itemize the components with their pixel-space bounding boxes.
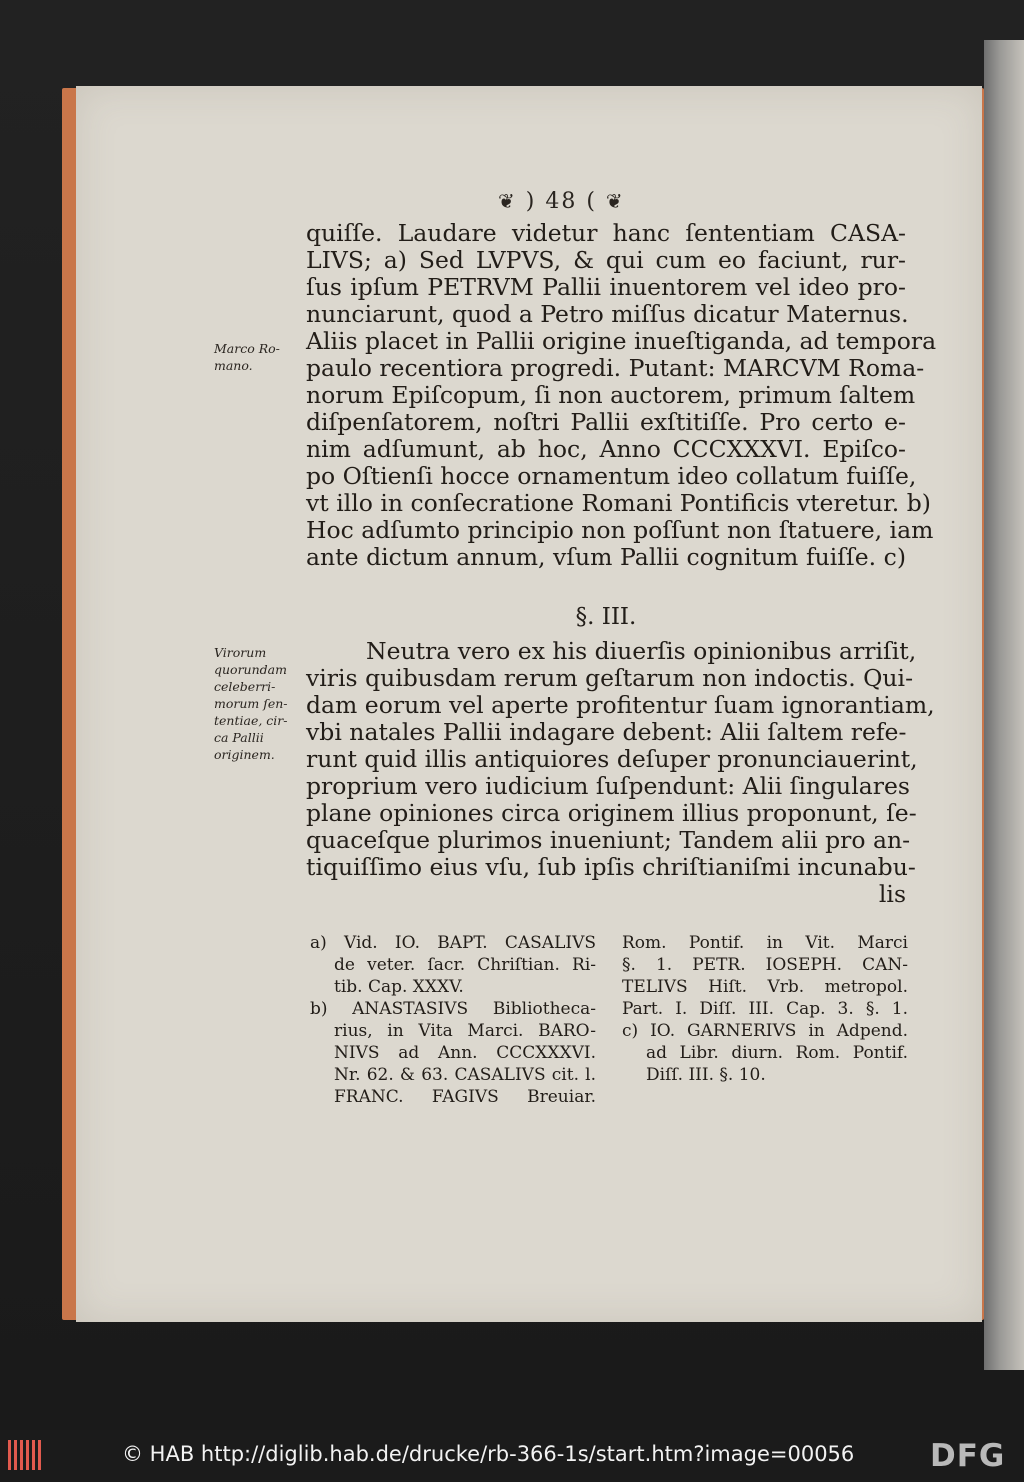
text-line: viris quibusdam rerum geſtarum non indoctis. Qui- xyxy=(306,664,914,692)
text-line: plane opiniones circa originem illius proponunt, ſe- xyxy=(306,799,917,827)
text-line: paulo recentiora progredi. Putant: MARCVM Roma- xyxy=(306,354,925,382)
adjacent-page-edge xyxy=(984,40,1024,1370)
footnote-line: rius, in Vita Marci. BARO- xyxy=(334,1021,596,1041)
footnote-line: ad Libr. diurn. Rom. Pontif. xyxy=(646,1043,908,1063)
footnote-line: FRANC. FAGIVS Breuiar. xyxy=(334,1087,596,1107)
text-line: quiſſe. Laudare videtur hanc ſententiam CASA- xyxy=(306,219,906,247)
text-line: vt illo in conſecratione Romani Pontificis vteretur. b) xyxy=(306,489,931,517)
text-line: Neutra vero ex his diuerſis opinionibus arriſit, xyxy=(366,637,917,665)
footnote-line: Rom. Pontif. in Vit. Marci xyxy=(622,933,908,953)
footnote-line: de veter. ſacr. Chriſtian. Ri- xyxy=(334,955,596,975)
footnote-line: a) Vid. IO. BAPT. CASALIVS xyxy=(310,933,596,953)
footnote-line: TELIVS Hiſt. Vrb. metropol. xyxy=(622,977,908,997)
text-line: nunciarunt, quod a Petro miſſus dicatur Maternus. xyxy=(306,300,909,328)
main-text-block xyxy=(306,219,937,571)
text-line: ſus ipſum PETRVM Pallii inuentorem vel ideo pro- xyxy=(306,273,906,301)
footnote-line: b) ANASTASIVS Bibliotheca- xyxy=(310,999,596,1019)
text-line: LIVS; a) Sed LVPVS, & qui cum eo faciunt, rur- xyxy=(306,246,906,274)
marginal-note-marco: Marco Ro- mano. xyxy=(214,341,280,373)
text-line: nim adſumunt, ab hoc, Anno CCCXXXVI. Epiſco- xyxy=(306,435,906,463)
text-line: norum Epiſcopum, ſi non auctorem, primum ſaltem xyxy=(306,381,916,409)
page-number: ) 48 ( xyxy=(525,189,597,214)
footnotes-right-column xyxy=(622,932,908,1086)
dfg-logo[interactable]: DFG xyxy=(930,1438,1006,1474)
right-ornament-icon: ❦ xyxy=(605,189,625,213)
section-text-block xyxy=(306,637,935,908)
left-ornament-icon: ❦ xyxy=(498,189,517,213)
footnote-line: Part. I. Diſſ. III. Cap. 3. §. 1. xyxy=(622,999,908,1019)
hab-logo-icon[interactable] xyxy=(6,1438,46,1472)
text-line: vbi natales Pallii indagare debent: Alii ſaltem refe- xyxy=(306,718,907,746)
text-line: Aliis placet in Pallii origine inueſtiganda, ad tempora xyxy=(306,327,937,355)
footnote-line: Nr. 62. & 63. CASALIVS cit. l. xyxy=(334,1065,596,1085)
text-line: dam eorum vel aperte profitentur ſuam ignorantiam, xyxy=(306,691,935,719)
footnote-line: tib. Cap. XXXV. xyxy=(334,977,464,997)
text-line: tiquiſſimo eius vſu, ſub ipſis chriſtianiſmi incunabu- xyxy=(306,853,916,881)
running-header xyxy=(498,189,625,214)
footnote-line: Diſſ. III. §. 10. xyxy=(646,1065,766,1085)
text-line: runt quid illis antiquiores deſuper pronunciauerint, xyxy=(306,745,918,773)
footnotes-left-column xyxy=(310,932,596,1108)
viewer-footer xyxy=(0,1430,1024,1482)
catchword: lis xyxy=(878,880,906,908)
text-line: diſpenſatorem, noſtri Pallii exſtitiſſe. Pro certo e- xyxy=(306,408,906,436)
text-line: ante dictum annum, vſum Pallii cognitum fuiſſe. c) xyxy=(306,543,906,571)
footnote-line: NIVS ad Ann. CCCXXXVI. xyxy=(334,1043,596,1063)
text-line: proprium vero iudicium ſuſpendunt: Alii ſingulares xyxy=(306,772,910,800)
copyright-link[interactable]: © HAB http://diglib.hab.de/drucke/rb-366-1s/start.htm?image=00056 xyxy=(122,1442,855,1466)
footnote-line: c) IO. GARNERIVS in Adpend. xyxy=(622,1021,908,1041)
footnote-line: §. 1. PETR. IOSEPH. CAN- xyxy=(622,955,908,975)
text-line: quaceſque plurimos inueniunt; Tandem alii pro an- xyxy=(306,826,911,854)
section-heading: §. III. xyxy=(575,604,637,630)
text-line: Hoc adſumto principio non poſſunt non ſtatuere, iam xyxy=(306,516,934,544)
text-line: po Oſtienſi hocce ornamentum ideo collatum fuiſſe, xyxy=(306,462,917,490)
marginal-note-virorum: Virorum quorundam celeberri- morum ſen- tentiae, cir- ca Pallii originem. xyxy=(214,645,288,762)
